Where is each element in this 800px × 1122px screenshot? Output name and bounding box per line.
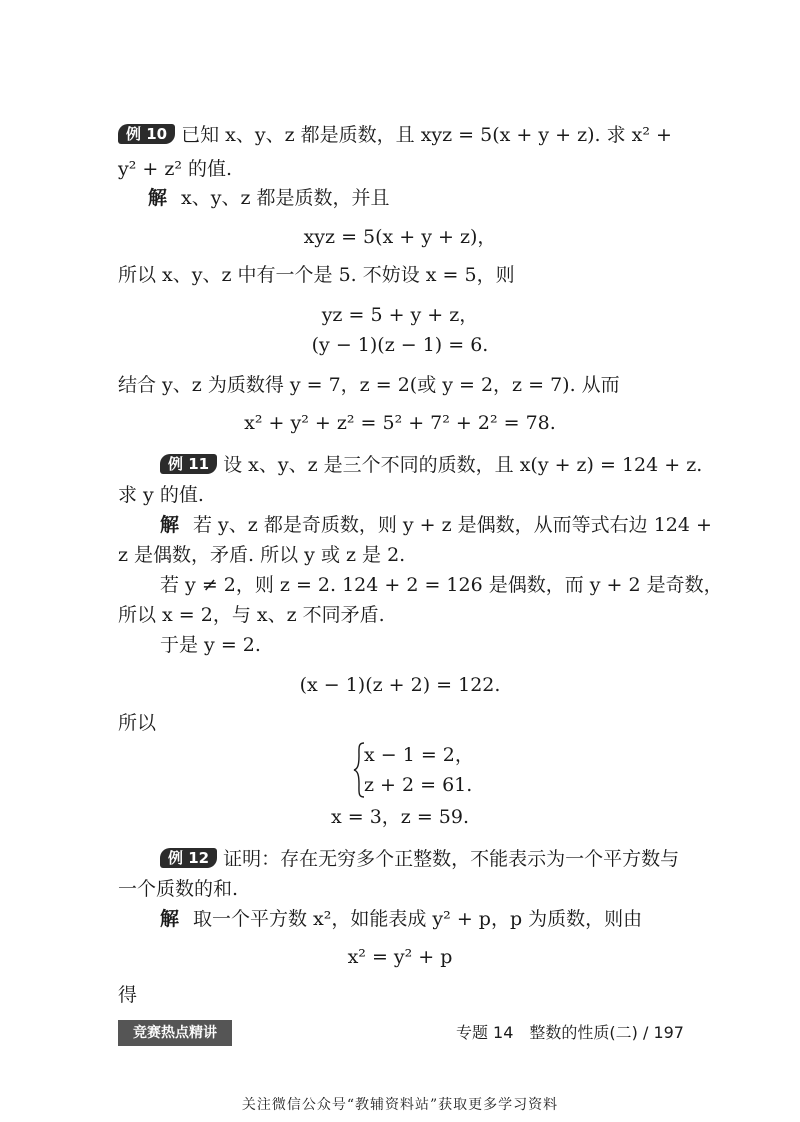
ex12-line2: 一个质数的和.: [118, 878, 239, 900]
ex11-system-line-1: x − 1 = 2，: [364, 744, 474, 766]
ex10-equation-1: xyz = 5(x + y + z)，: [303, 226, 497, 248]
ex10-solution: 解 x、y、z 都是质数，并且: [148, 187, 390, 209]
solution-label: 解: [160, 514, 180, 536]
ex11-line1: 例 11 设 x、y、z 是三个不同的质数，且 x(y + z) = 124 + z.: [160, 452, 702, 478]
ex12-badge: 例 12: [160, 848, 217, 868]
ex10-line3: 所以 x、y、z 中有一个是 5. 不妨设 x = 5，则: [118, 264, 515, 286]
ex12-line1: 例 12 证明：存在无穷多个正整数，不能表示为一个平方数与: [160, 846, 679, 872]
ex11-solution-1: 解 若 y、z 都是奇质数，则 y + z 是偶数，从而等式右边 124 +: [160, 514, 712, 536]
watermark-text: 关注微信公众号“教辅资料站”获取更多学习资料: [241, 1097, 559, 1113]
series-tag: 竞赛热点精讲: [118, 1020, 232, 1046]
ex10-line2: y² + z² 的值.: [118, 158, 233, 180]
ex11-equation-2: x = 3，z = 59.: [330, 806, 470, 828]
ex10-badge: 例 10: [118, 124, 175, 144]
ex11-para2-a: 若 y ≠ 2，则 z = 2. 124 + 2 = 126 是偶数，而 y + 2 是奇数，: [160, 574, 723, 596]
ex11-line2: 求 y 的值.: [118, 484, 204, 506]
ex11-badge: 例 11: [160, 454, 217, 474]
ex11-equation-1: (x − 1)(z + 2) = 122.: [299, 674, 501, 696]
ex10-line1: 例 10 已知 x、y、z 都是质数，且 xyz = 5(x + y + z). 求 x² +: [118, 122, 672, 148]
ex12-solution: 解 取一个平方数 x²，如能表成 y² + p，p 为质数，则由: [160, 908, 643, 930]
ex11-so: 所以: [118, 712, 157, 734]
ex10-line4: 结合 y、z 为质数得 y = 7，z = 2(或 y = 2，z = 7). 从而: [118, 374, 620, 396]
ex11-solution-2: z 是偶数，矛盾. 所以 y 或 z 是 2.: [118, 544, 406, 566]
ex12-equation-1: x² = y² + p: [347, 946, 453, 968]
ex12-de: 得: [118, 984, 138, 1006]
ex10-equation-3: (y − 1)(z − 1) = 6.: [311, 334, 489, 356]
solution-label: 解: [148, 187, 168, 209]
running-footer: 专题 14 整数的性质(二) / 197: [455, 1023, 684, 1042]
ex11-system-line-2: z + 2 = 61.: [364, 774, 473, 796]
ex10-equation-2: yz = 5 + y + z，: [321, 304, 479, 326]
ex10-equation-4: x² + y² + z² = 5² + 7² + 2² = 78.: [244, 412, 556, 434]
ex11-para2-b: 所以 x = 2，与 x、z 不同矛盾.: [118, 604, 385, 626]
solution-label: 解: [160, 908, 180, 930]
ex11-para3: 于是 y = 2.: [160, 634, 261, 656]
